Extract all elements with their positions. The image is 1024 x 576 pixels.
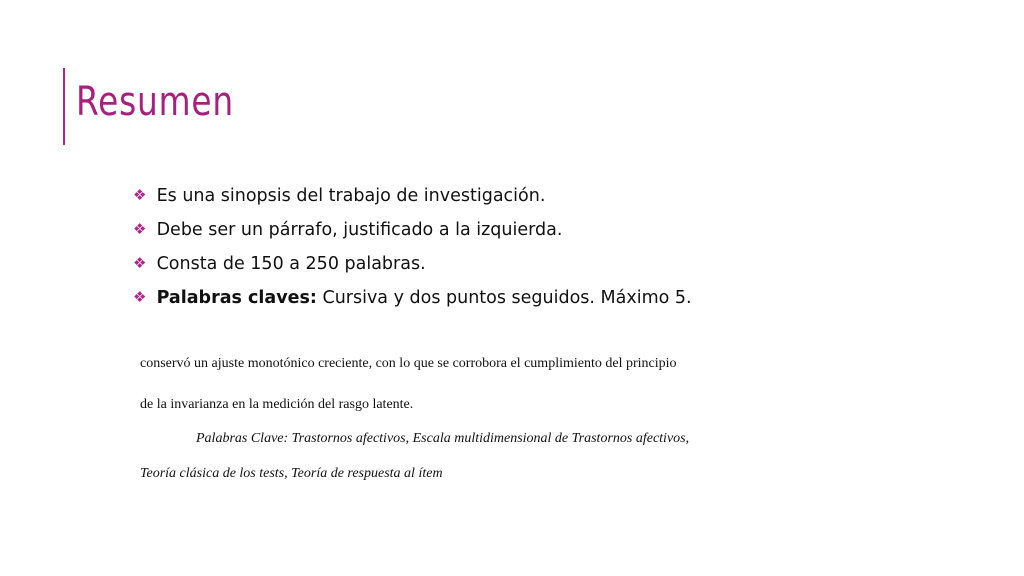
excerpt-keywords-line: Palabras Clave: Trastornos afectivos, Escala multidimensional de Trastornos afectivos,	[196, 431, 690, 446]
excerpt-line-1: conservó un ajuste monotónico creciente, con lo que se corrobora el cumplimiento del principio	[140, 356, 677, 371]
bullet-list	[133, 178, 692, 314]
bullet-item	[133, 246, 692, 280]
bullet-item	[133, 280, 692, 314]
slide-title: Resumen	[76, 79, 235, 125]
excerpt-line-2: de la invarianza en la medición del rasgo latente.	[140, 397, 414, 412]
diamond-bullet-icon: ❖	[133, 288, 147, 306]
diamond-bullet-icon: ❖	[133, 186, 147, 204]
bullet-text: Consta de 150 a 250 palabras.	[156, 254, 426, 274]
bullet-item	[133, 212, 692, 246]
title-accent-bar	[63, 68, 65, 145]
bullet-text: Es una sinopsis del trabajo de investigación.	[156, 186, 546, 206]
diamond-bullet-icon: ❖	[133, 254, 147, 272]
bullet-text: Debe ser un párrafo, justificado a la izquierda.	[156, 220, 563, 240]
bullet-text: Cursiva y dos puntos seguidos. Máximo 5.	[316, 288, 692, 308]
bullet-bold-label: Palabras claves:	[156, 288, 317, 308]
bullet-item	[133, 178, 692, 212]
excerpt-keywords-line-2: Teoría clásica de los tests, Teoría de respuesta al ítem	[140, 466, 443, 481]
diamond-bullet-icon: ❖	[133, 220, 147, 238]
